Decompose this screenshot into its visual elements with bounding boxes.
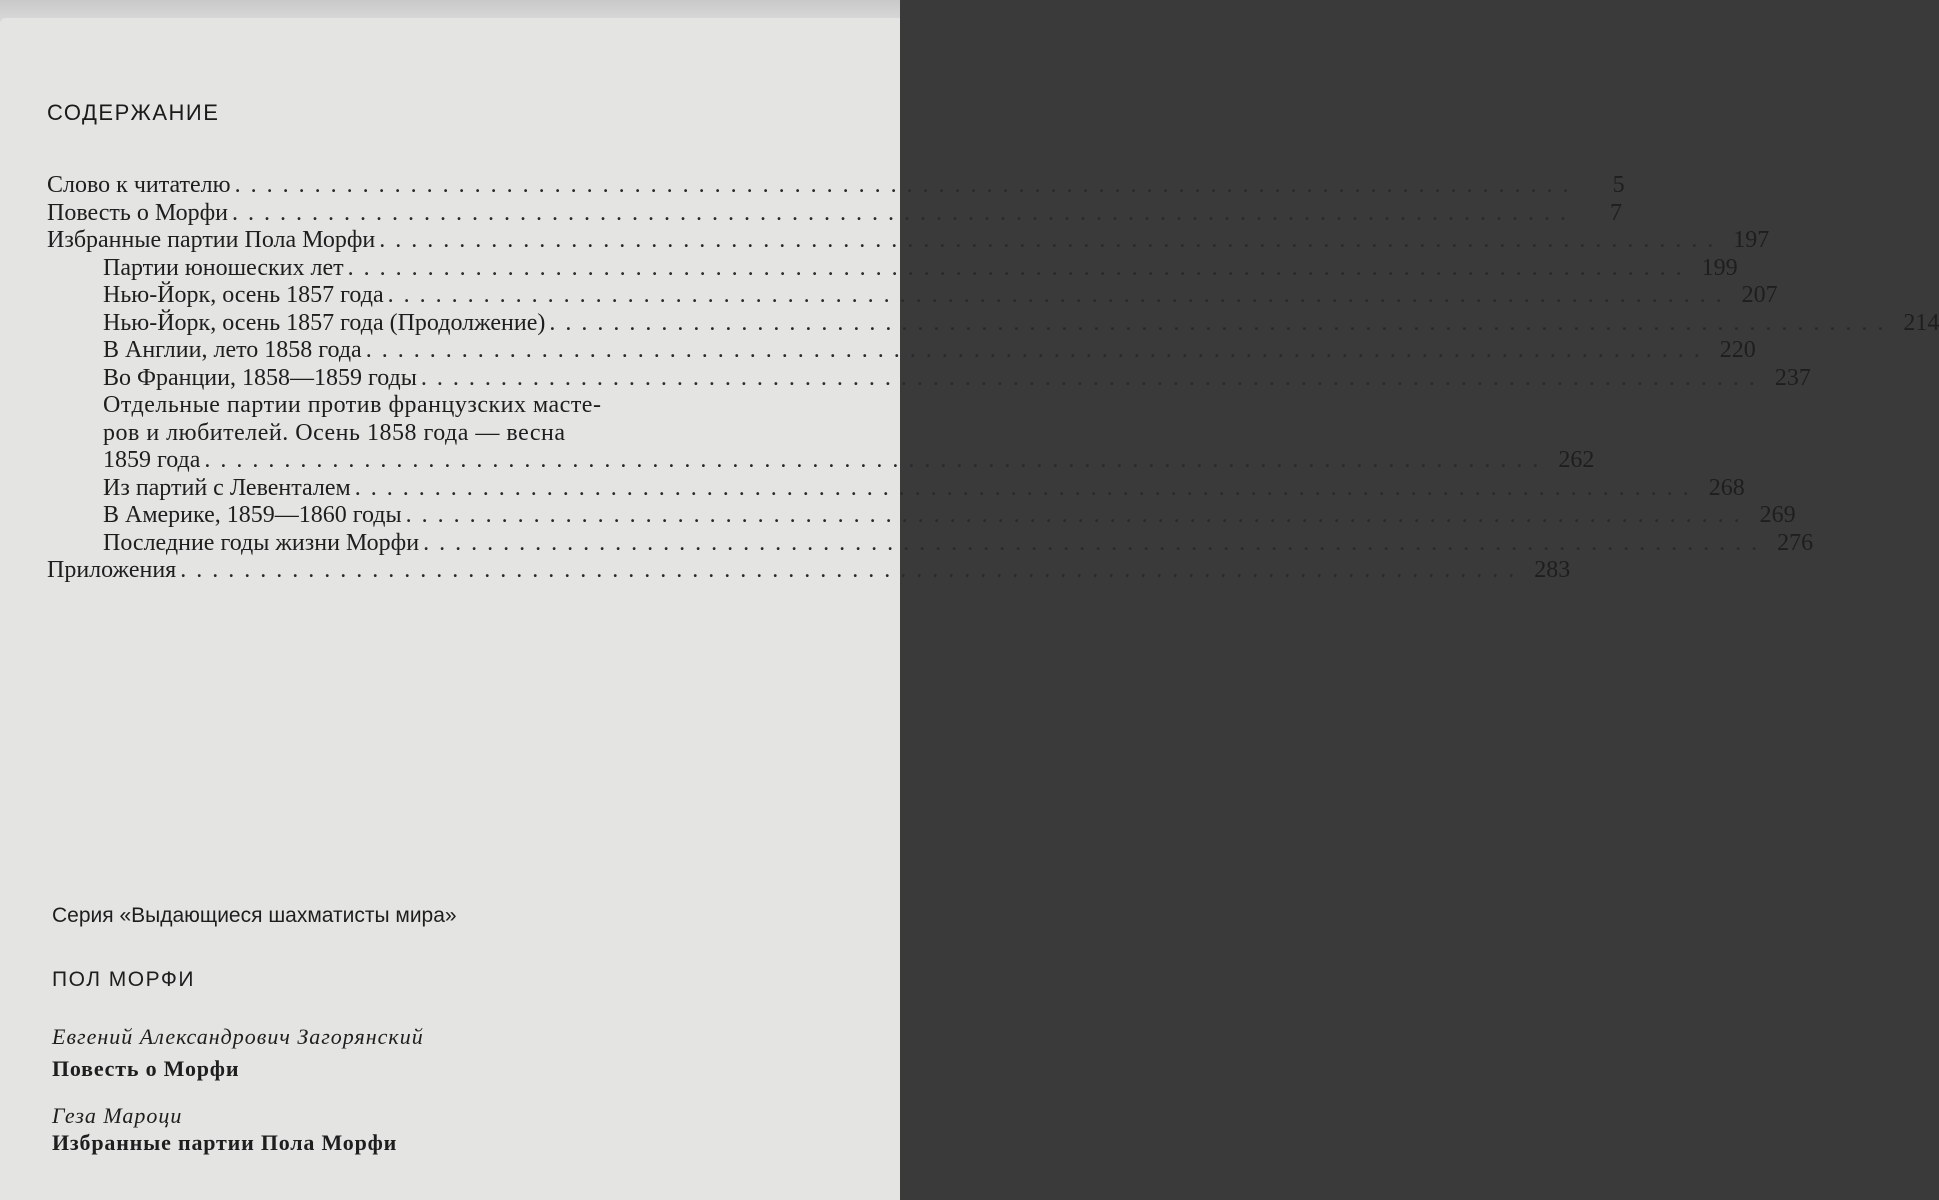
leader-dots: ....................................................................................: [365, 337, 1710, 363]
toc-entry: [47, 199, 1622, 228]
leader-dots: ....................................................................................: [379, 227, 1724, 253]
toc-entry: [47, 557, 1571, 585]
toc-entry: [47, 172, 1625, 200]
toc-entry-title: В Англии, лето 1858 года: [103, 337, 362, 363]
toc-entry-page: 237: [1774, 364, 1811, 391]
leader-dots: ....................................................................................: [549, 309, 1894, 336]
toc-entry: [47, 227, 1770, 255]
author-name: Геза Мароци: [52, 1103, 183, 1128]
toc-subentry: [47, 502, 1796, 530]
toc-entry-page: 262: [1558, 447, 1595, 473]
toc-entry-page: 214: [1903, 309, 1939, 336]
leader-dots: ....................................................................................: [423, 529, 1768, 556]
toc-entry-page: 283: [1534, 557, 1571, 583]
toc-subentry: [47, 254, 1738, 283]
toc-multiline-line: Отдельные партии против французских масте-: [103, 392, 602, 418]
toc-subentry: [47, 529, 1814, 558]
leader-dots: ....................................................................................: [347, 254, 1692, 281]
work-title: Повесть о Морфи: [52, 1056, 240, 1081]
toc-entry-page: 197: [1733, 227, 1770, 253]
toc-subentry: [47, 337, 1756, 365]
leader-dots: ....................................................................................: [180, 557, 1525, 583]
toc-entry-title: Нью-Йорк, осень 1857 года: [103, 282, 384, 308]
toc-entry-page: 268: [1708, 474, 1745, 501]
toc-subentry: [47, 309, 1939, 338]
leader-dots: ....................................................................................: [420, 364, 1765, 391]
toc-entry-title: Повесть о Морфи: [47, 199, 228, 226]
toc-entry-page: 269: [1759, 502, 1796, 528]
toc-entry-title: Во Франции, 1858—1859 годы: [103, 364, 417, 391]
toc-entry-page: 276: [1777, 529, 1814, 556]
leader-dots: ....................................................................................: [204, 447, 1549, 473]
leader-dots: ....................................................................................: [354, 474, 1699, 501]
toc-entry-title: Из партий с Левенталем: [103, 474, 351, 501]
toc-entry-page: 220: [1719, 337, 1756, 363]
toc-entry-title: Слово к читателю: [47, 172, 231, 198]
toc-entry-title: 1859 года: [103, 447, 201, 473]
toc-multiline-entry: [47, 392, 743, 447]
leader-dots: ....................................................................................: [234, 172, 1579, 198]
toc-entry-page: 199: [1701, 254, 1738, 281]
toc-subentry: [47, 364, 1811, 393]
toc-subentry: [47, 447, 1595, 475]
toc-subentry: [47, 282, 1778, 310]
toc-subentry: [47, 474, 1745, 503]
toc-entry-title: В Америке, 1859—1860 годы: [103, 502, 402, 528]
leader-dots: ....................................................................................: [232, 199, 1576, 226]
toc-multiline-line: ров и любителей. Осень 1858 года — весна: [103, 419, 566, 446]
toc-entry-title: Приложения: [47, 557, 177, 583]
toc-entry-title: Последние годы жизни Морфи: [103, 529, 420, 556]
leader-dots: ....................................................................................: [405, 502, 1750, 528]
toc-entry-page: 207: [1741, 282, 1778, 308]
book-title: ПОЛ МОРФИ: [52, 968, 195, 991]
series-line: Серия «Выдающиеся шахматисты мира»: [52, 904, 457, 927]
author-name: Евгений Александрович Загорянский: [52, 1024, 424, 1049]
work-title: Избранные партии Пола Морфи: [52, 1130, 398, 1155]
toc-entry-page: 5: [1612, 172, 1625, 198]
toc-entry-title: Избранные партии Пола Морфи: [47, 227, 376, 253]
leader-dots: ....................................................................................: [387, 282, 1732, 308]
table-of-contents: [47, 172, 1939, 585]
contents-heading: СОДЕРЖАНИЕ: [47, 100, 220, 125]
toc-entry-page: 7: [1610, 199, 1622, 226]
toc-entry-title: Партии юношеских лет: [103, 254, 344, 281]
toc-entry-title: Нью-Йорк, осень 1857 года (Продолжение): [103, 309, 546, 336]
